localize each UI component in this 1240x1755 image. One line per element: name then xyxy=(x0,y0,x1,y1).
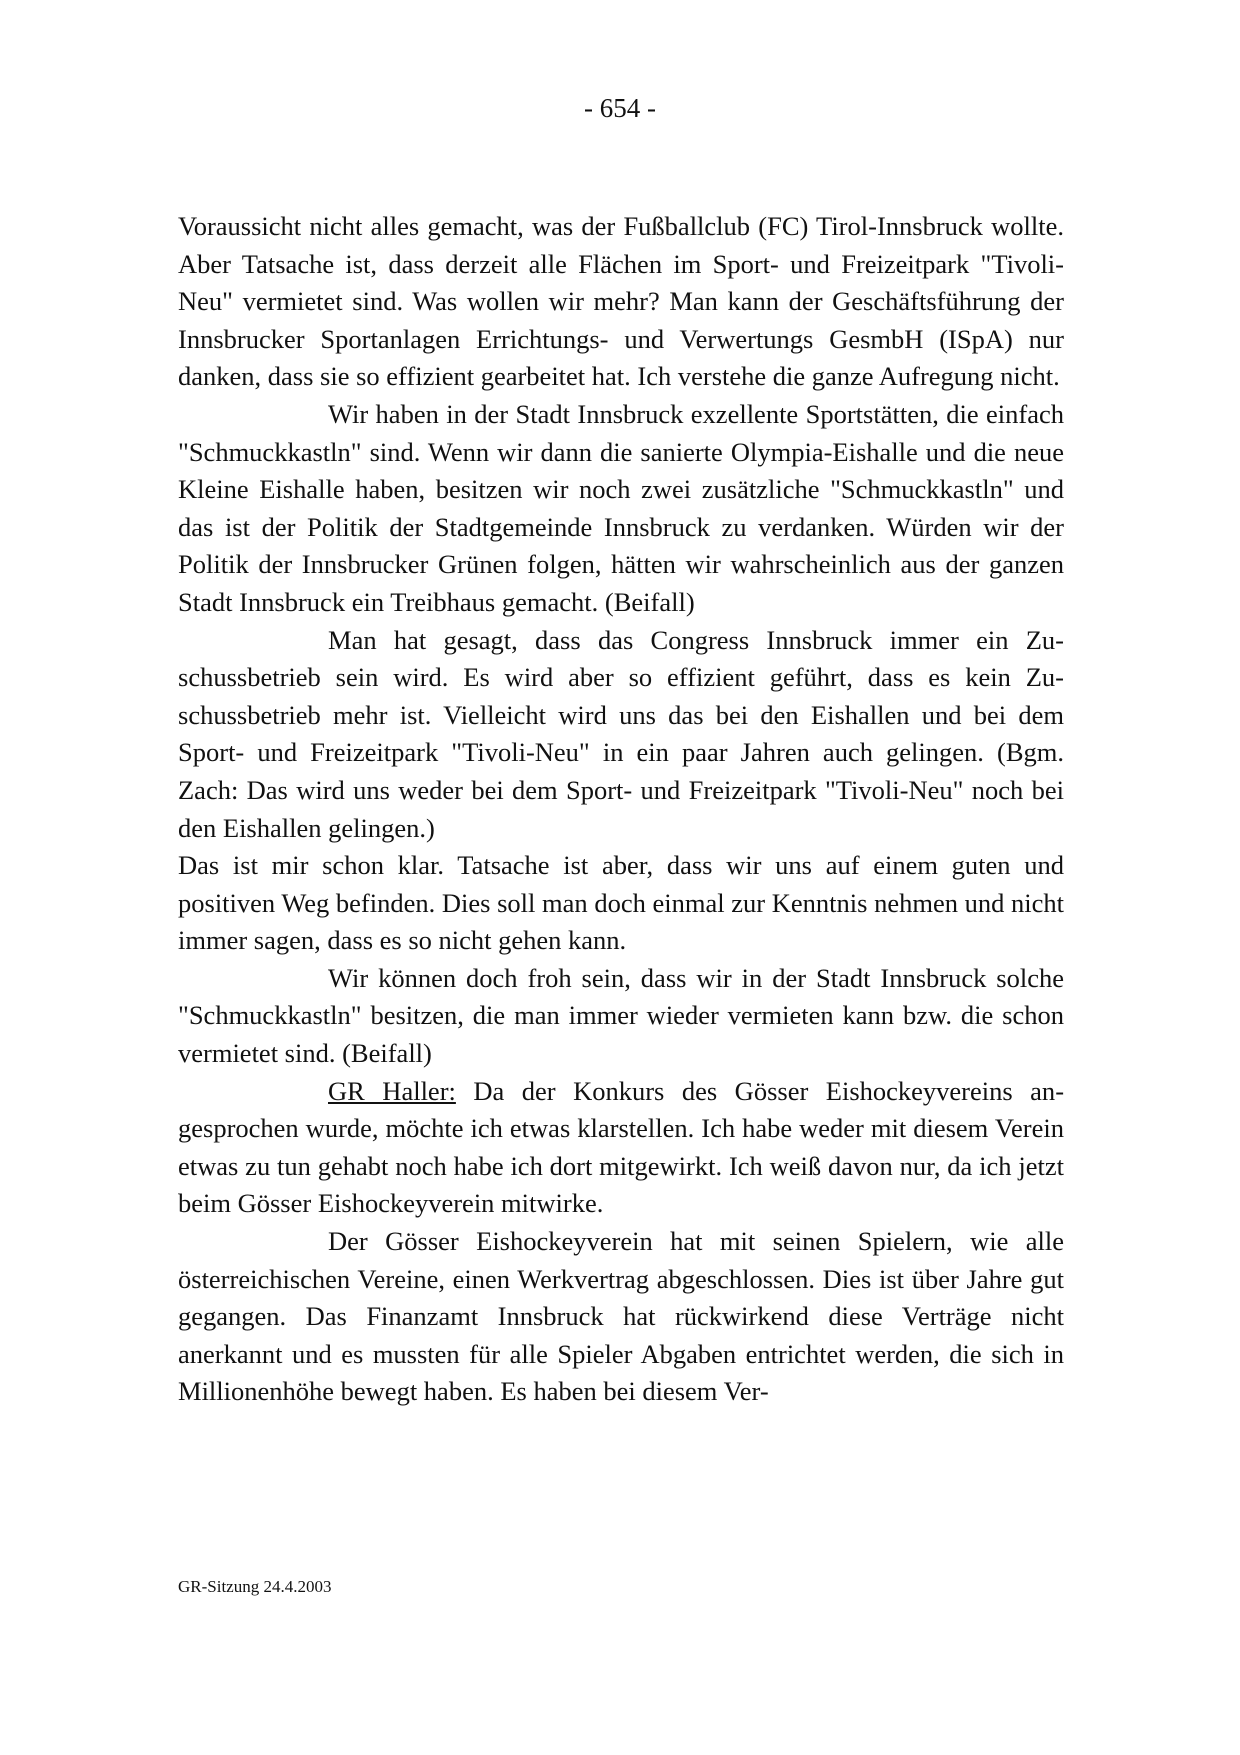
document-body xyxy=(178,208,1064,1411)
paragraph-3: Man hat gesagt, dass das Congress Innsbruck immer ein Zuschussbetrieb sein wird. Es wird aber so effizient geführt, dass es kein Zuschussbetrieb mehr ist. Vielleicht wird uns das bei den Eishallen und bei dem Sport- und Freizeitpark "Tivoli-Neu" in ein paar Jahren auch gelingen. (Bgm. Zach: Das wird uns weder bei dem Sport- und Freizeitpark "Tivoli-Neu" noch bei den Eishallen gelingen.) xyxy=(178,624,1064,843)
paragraph-2: Wir haben in der Stadt Innsbruck exzellente Sportstätten, die einfach "Schmuckkastln" sind. Wenn wir dann die sanierte Olympia-Eishalle und die neue Kleine Eishalle haben, besitzen wir noch zwei zusätzliche "Schmuckkastln" und das ist der Politik der Stadtgemeinde Innsbruck zu verdanken. Würden wir der Politik der Innsbrucker Grünen folgen, hätten wir wahrscheinlich aus der ganzen Stadt Innsbruck ein Treibhaus gemacht. (Beifall) xyxy=(178,398,1064,617)
page-footer: GR-Sitzung 24.4.2003 xyxy=(178,1577,332,1596)
speaker-statement: Da der Konkurs des Gösser Eishockeyvereins angesprochen wurde, möchte ich etwas klarstellen. Ich habe weder mit diesem Verein etwas zu tun gehabt noch habe ich dort mitgewirkt. Ich weiß davon nur, da ich jetzt beim Gösser Eishockeyverein mitwirke. xyxy=(178,1075,1065,1219)
page-number: - 654 - xyxy=(584,93,656,123)
paragraph-1: Voraussicht nicht alles gemacht, was der Fußballclub (FC) Tirol-Innsbruck wollte. Aber Tatsache ist, dass derzeit alle Flächen im Sport- und Freizeitpark "Tivoli-Neu" vermietet sind. Was wollen wir mehr? Man kann der Geschäftsführung der Innsbrucker Sportanlagen Errichtungs- und Verwertungs GesmbH (ISpA) nur danken, dass sie so effizient gearbeitet hat. Ich verstehe die ganze Aufregung nicht. xyxy=(178,211,1064,392)
paragraph-7: Der Gösser Eishockeyverein hat mit seinen Spielern, wie alle österreichischen Vereine, einen Werkvertrag abgeschlossen. Dies ist über Jahre gut gegangen. Das Finanzamt Innsbruck hat rückwirkend diese Verträge nicht anerkannt und es mussten für alle Spieler Abgaben entrichtet werden, die sich in Millionenhöhe bewegt haben. Es haben bei diesem Ver- xyxy=(178,1226,1064,1407)
speaker-name: GR Haller: xyxy=(328,1075,456,1106)
paragraph-6 xyxy=(178,1073,1064,1223)
paragraph-4: Das ist mir schon klar. Tatsache ist aber, dass wir uns auf einem guten und positiven Weg befinden. Dies soll man doch einmal zur Kenntnis nehmen und nicht immer sagen, dass es so nicht gehen kann. xyxy=(178,850,1064,956)
paragraph-5: Wir können doch froh sein, dass wir in der Stadt Innsbruck solche "Schmuckkastln" besitzen, die man immer wieder vermieten kann bzw. die schon vermietet sind. (Beifall) xyxy=(178,962,1064,1069)
